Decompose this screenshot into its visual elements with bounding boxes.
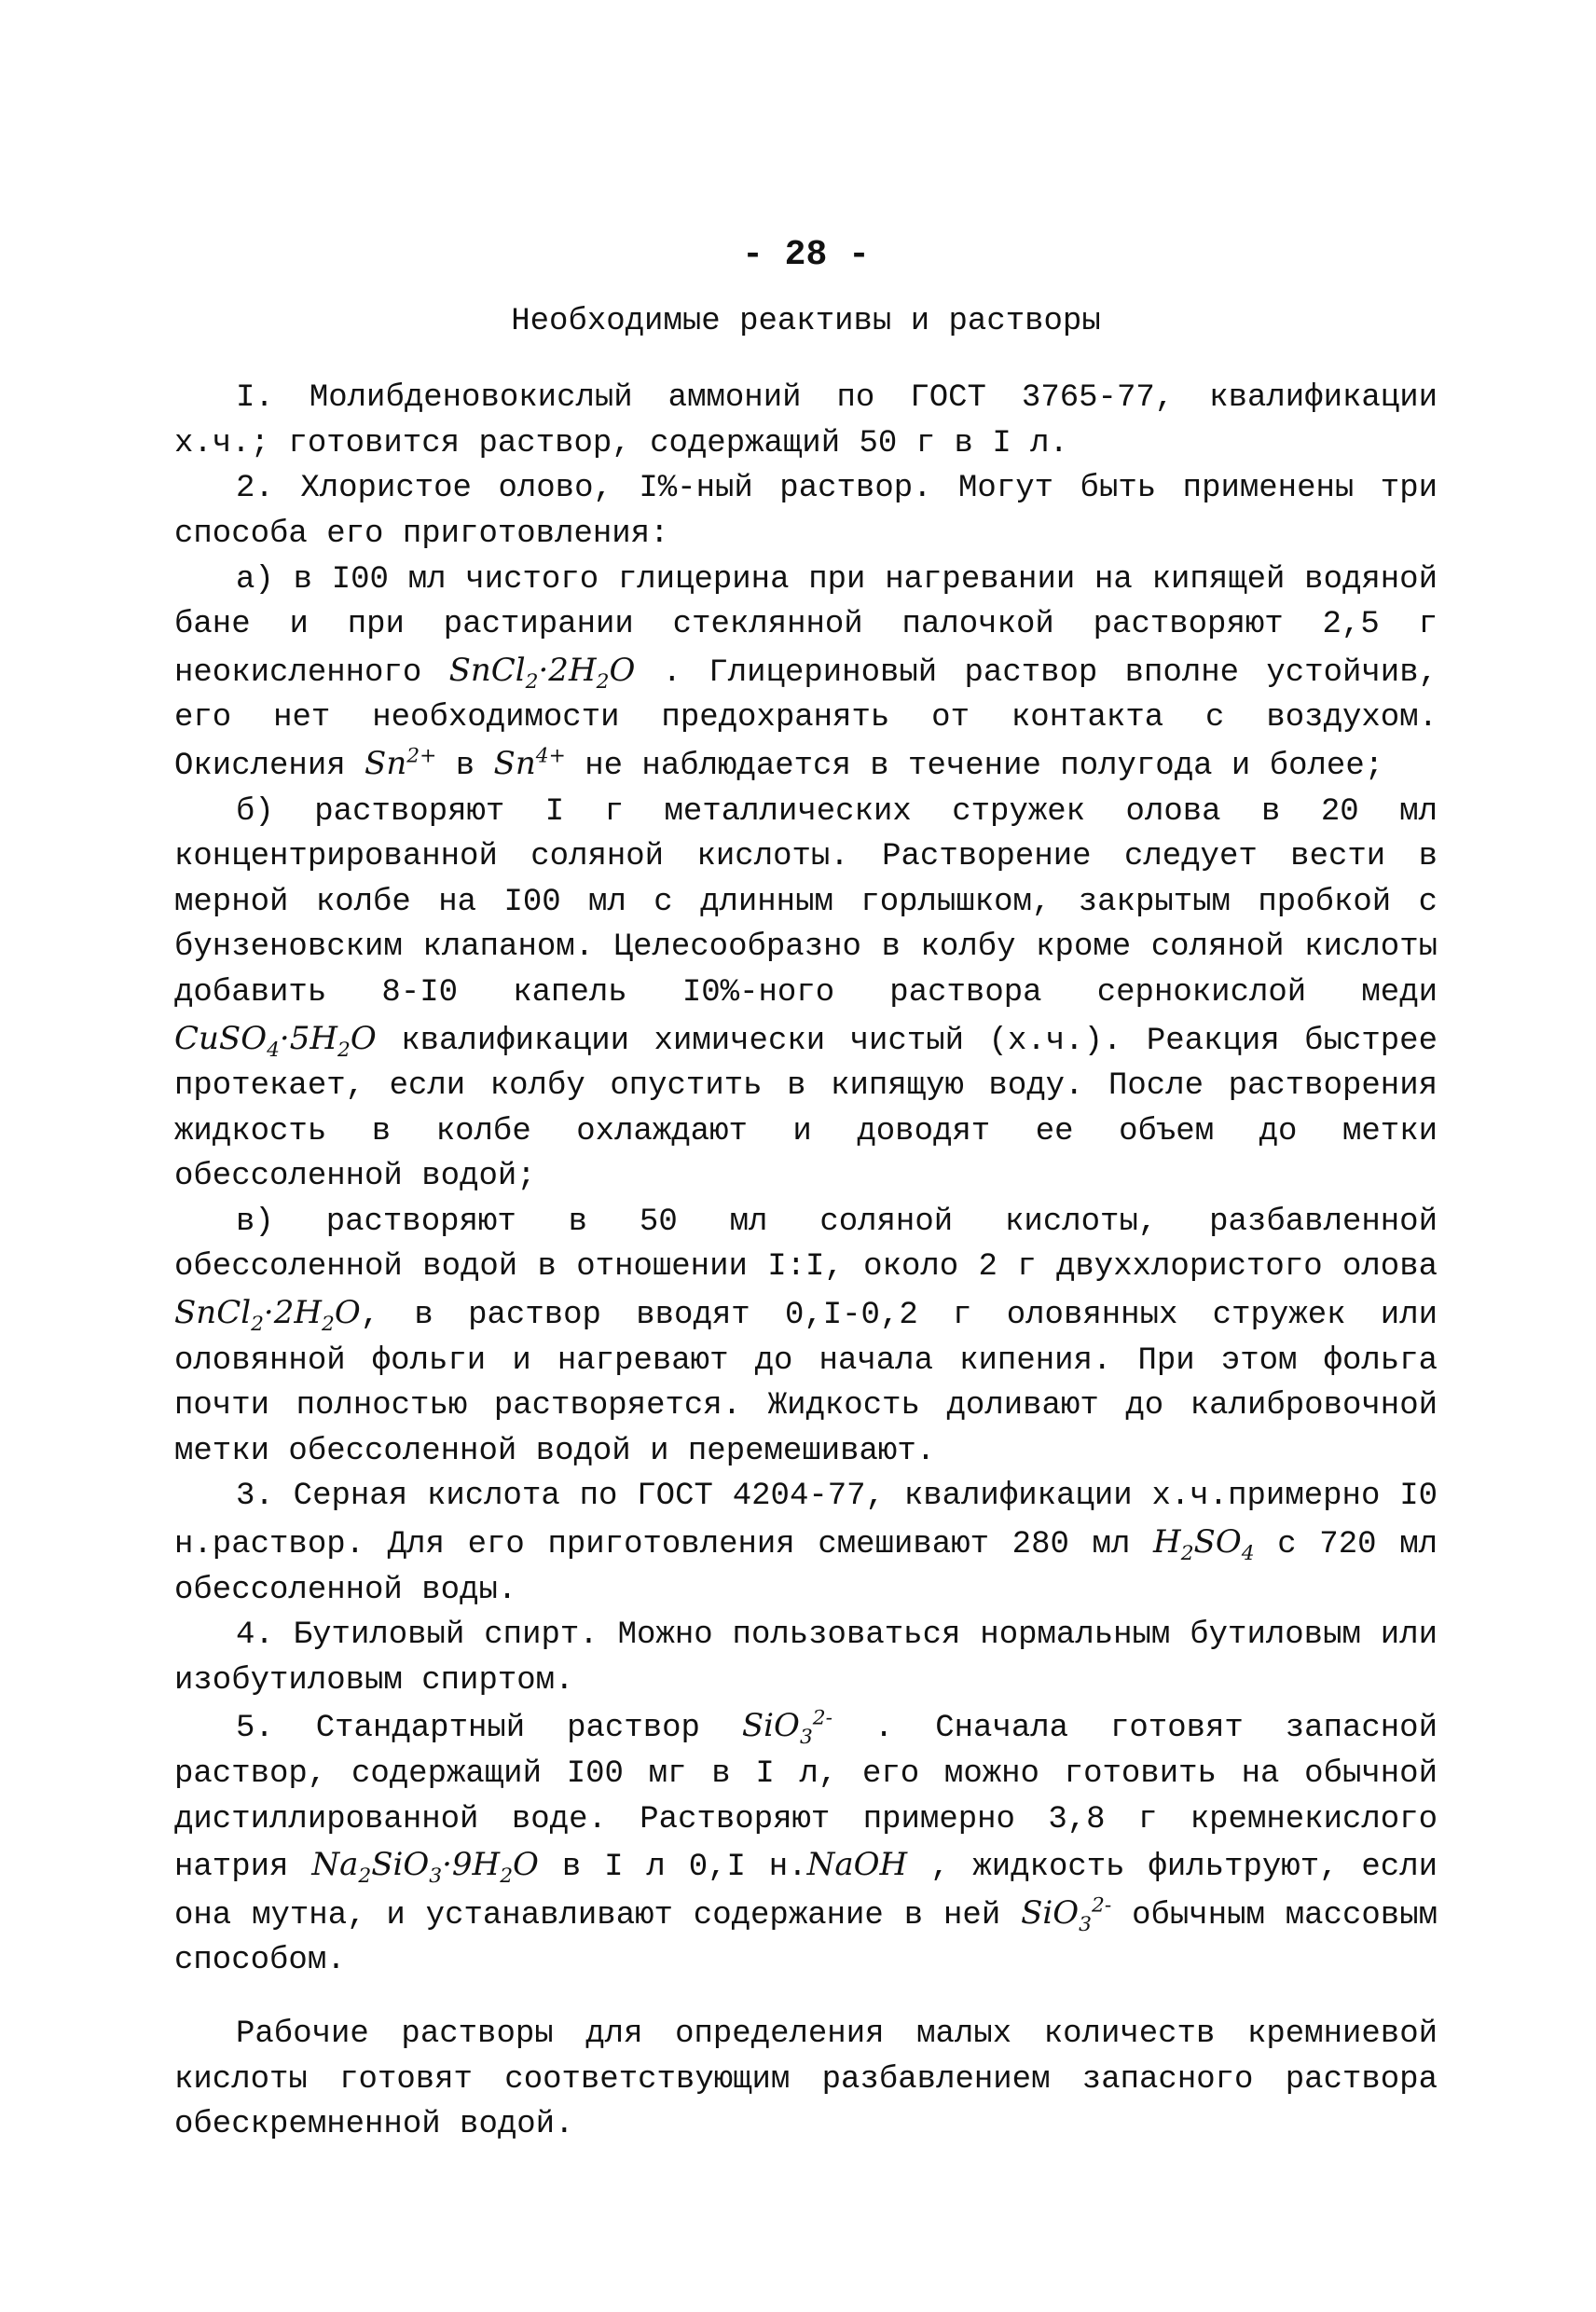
formula-sub: 2	[337, 1038, 351, 1062]
item-2a-text-2: . Глицериновый раствор вполне устойчив, его нет необходимости предохранять от контакта с воздухом. Окисления	[174, 654, 1438, 784]
item-2c-text-2: , в раствор вводят 0,I-0,2 г оловянных стружек или оловянной фольги и нагревают до начала кипения. При этом фольга почти полностью растворяется. Жидкость доливают до калибровочной метки обессоленной водой и перемешивают.	[174, 1298, 1438, 1469]
formula-part: SiO	[371, 1846, 430, 1884]
ion-part: Sn	[365, 744, 407, 782]
item-3-number: 3.	[236, 1479, 274, 1515]
formula-sub: 2	[358, 1864, 372, 1888]
item-2-intro-text: Хлористое олово, I%-ный раствор. Могут быть применены три способа его приготовления:	[174, 471, 1438, 552]
item-3	[174, 1474, 1438, 1613]
item-4	[174, 1613, 1438, 1703]
formula-sub: 2	[251, 1312, 264, 1336]
item-2b	[174, 790, 1438, 1200]
formula-part: ·2H	[538, 651, 597, 689]
item-5-text-1: Стандартный раствор	[315, 1711, 700, 1747]
formula-sub: 2	[596, 669, 610, 694]
item-2-intro	[174, 466, 1438, 557]
formula-part: O	[350, 1019, 377, 1057]
formula-part: CuSO	[174, 1019, 268, 1057]
item-3-text-2: с 720 мл обессоленной воды.	[174, 1527, 1438, 1608]
item-2a	[174, 557, 1438, 790]
formula-sub: 2	[500, 1864, 514, 1888]
item-4-number: 4.	[236, 1617, 274, 1654]
ion-sub: 3	[1079, 1912, 1092, 1936]
formula-h2so4	[1153, 1523, 1255, 1565]
formula-part: O	[513, 1846, 539, 1884]
formula-sncl2-2h2o	[448, 651, 636, 694]
formula-part: ·5H	[279, 1019, 338, 1057]
formula-part: ·9H	[442, 1846, 501, 1884]
formula-part: O	[609, 651, 636, 689]
formula-part: SnCl	[174, 1294, 252, 1332]
formula-sub: 2	[1180, 1541, 1194, 1565]
item-2a-text-3: в	[455, 748, 475, 784]
ion-sn2	[365, 745, 436, 782]
ion-charge: 2-	[812, 1707, 832, 1731]
item-5-text-5: обычным массовым способом.	[174, 1897, 1438, 1979]
ion-part: SiO	[741, 1707, 800, 1745]
item-1	[174, 376, 1438, 466]
closing-paragraph: Рабочие растворы для определения малых количеств кремниевой кислоты готовят соответствующим разбавлением запасного раствора обескремненной водой.	[174, 2016, 1438, 2143]
item-5	[174, 1703, 1438, 1984]
section-heading: Необходимые реактивы и растворы	[511, 303, 1101, 339]
formula-na2sio3-9h2o	[311, 1846, 539, 1888]
formula-cuso4-5h2o	[174, 1019, 377, 1062]
item-5-text-3: в I л 0,I н.	[561, 1850, 807, 1886]
item-2b-text-1: б) растворяют I г металлических стружек олова в 20 мл концентрированной соляной кислоты. Растворение следует вести в мерной колбе на I00 мл с длинным горлышком, закрытым пробкой с бунзеновским клапаном. Целесообразно в колбу кроме соляной кислоты добавить 8-I0 капель I0%-ного раствора сернокислой меди	[174, 793, 1438, 1011]
ion-sio3	[1021, 1893, 1112, 1936]
ion-sio3	[741, 1707, 832, 1750]
formula-part: Na	[311, 1846, 359, 1884]
item-2-number: 2.	[236, 471, 274, 507]
page-number: - 28 -	[742, 235, 870, 275]
ion-charge: 4+	[535, 744, 566, 768]
item-2b-text-2: квалификации химически чистый (х.ч.). Реакция быстрее протекает, если колбу опустить в кипящую воду. После растворения жидкость в колбе охлаждают и доводят ее объем до метки обессоленной водой;	[174, 1023, 1438, 1195]
ion-sn4	[494, 745, 566, 782]
formula-sub: 2	[525, 669, 539, 694]
formula-part: O	[334, 1294, 361, 1332]
formula-naoh: NaOH	[806, 1846, 908, 1884]
formula-sub: 4	[1241, 1541, 1255, 1565]
item-5-number: 5.	[236, 1711, 274, 1747]
ion-part: Sn	[493, 744, 536, 782]
formula-part: SnCl	[448, 651, 526, 689]
item-2c-text-1: в) растворяют в 50 мл соляной кислоты, разбавленной обессоленной водой в отношении I:I, около 2 г двуххлористого олова	[174, 1204, 1438, 1286]
formula-sncl2-2h2o	[174, 1294, 361, 1336]
ion-sub: 3	[799, 1726, 813, 1750]
item-5-text-4: , жидкость фильтруют, если она мутна, и устанавливают содержание в ней	[174, 1850, 1438, 1934]
formula-part: H	[1153, 1523, 1181, 1562]
formula-sub: 3	[429, 1864, 443, 1888]
item-2a-text-4: не наблюдается в течение полугода и более;	[585, 748, 1384, 784]
ion-charge: 2+	[406, 744, 437, 768]
ion-charge: 2-	[1092, 1893, 1112, 1918]
item-1-text: Молибденовокислый аммоний по ГОСТ 3765-77, квалификации х.ч.; готовится раствор, содержащий 50 г в I л.	[174, 380, 1438, 461]
item-4-text: Бутиловый спирт. Можно пользоваться нормальным бутиловым или изобутиловым спиртом.	[174, 1617, 1438, 1699]
formula-part: SO	[1193, 1523, 1242, 1562]
item-2a-text-1: а) в I00 мл чистого глицерина при нагревании на кипящей водяной бане и при растирании стеклянной палочкой растворяют 2,5 г неокисленного	[174, 561, 1438, 691]
ion-part: SiO	[1021, 1893, 1080, 1932]
item-1-number: I.	[236, 380, 274, 417]
formula-part: ·2H	[263, 1294, 323, 1332]
item-2c	[174, 1200, 1438, 1475]
formula-sub: 4	[267, 1038, 280, 1062]
item-3-text-1: Серная кислота по ГОСТ 4204-77, квалификации х.ч.примерно I0 н.раствор. Для его приготовления смешивают 280 мл	[174, 1479, 1438, 1563]
formula-sub: 2	[322, 1312, 335, 1336]
item-5-text-2: . Сначала готовят запасной раствор, содержащий I00 мг в I л, его можно готовить на обычной дистиллированной воде. Растворяют примерно 3,8 г кремнекислого натрия	[174, 1711, 1438, 1886]
